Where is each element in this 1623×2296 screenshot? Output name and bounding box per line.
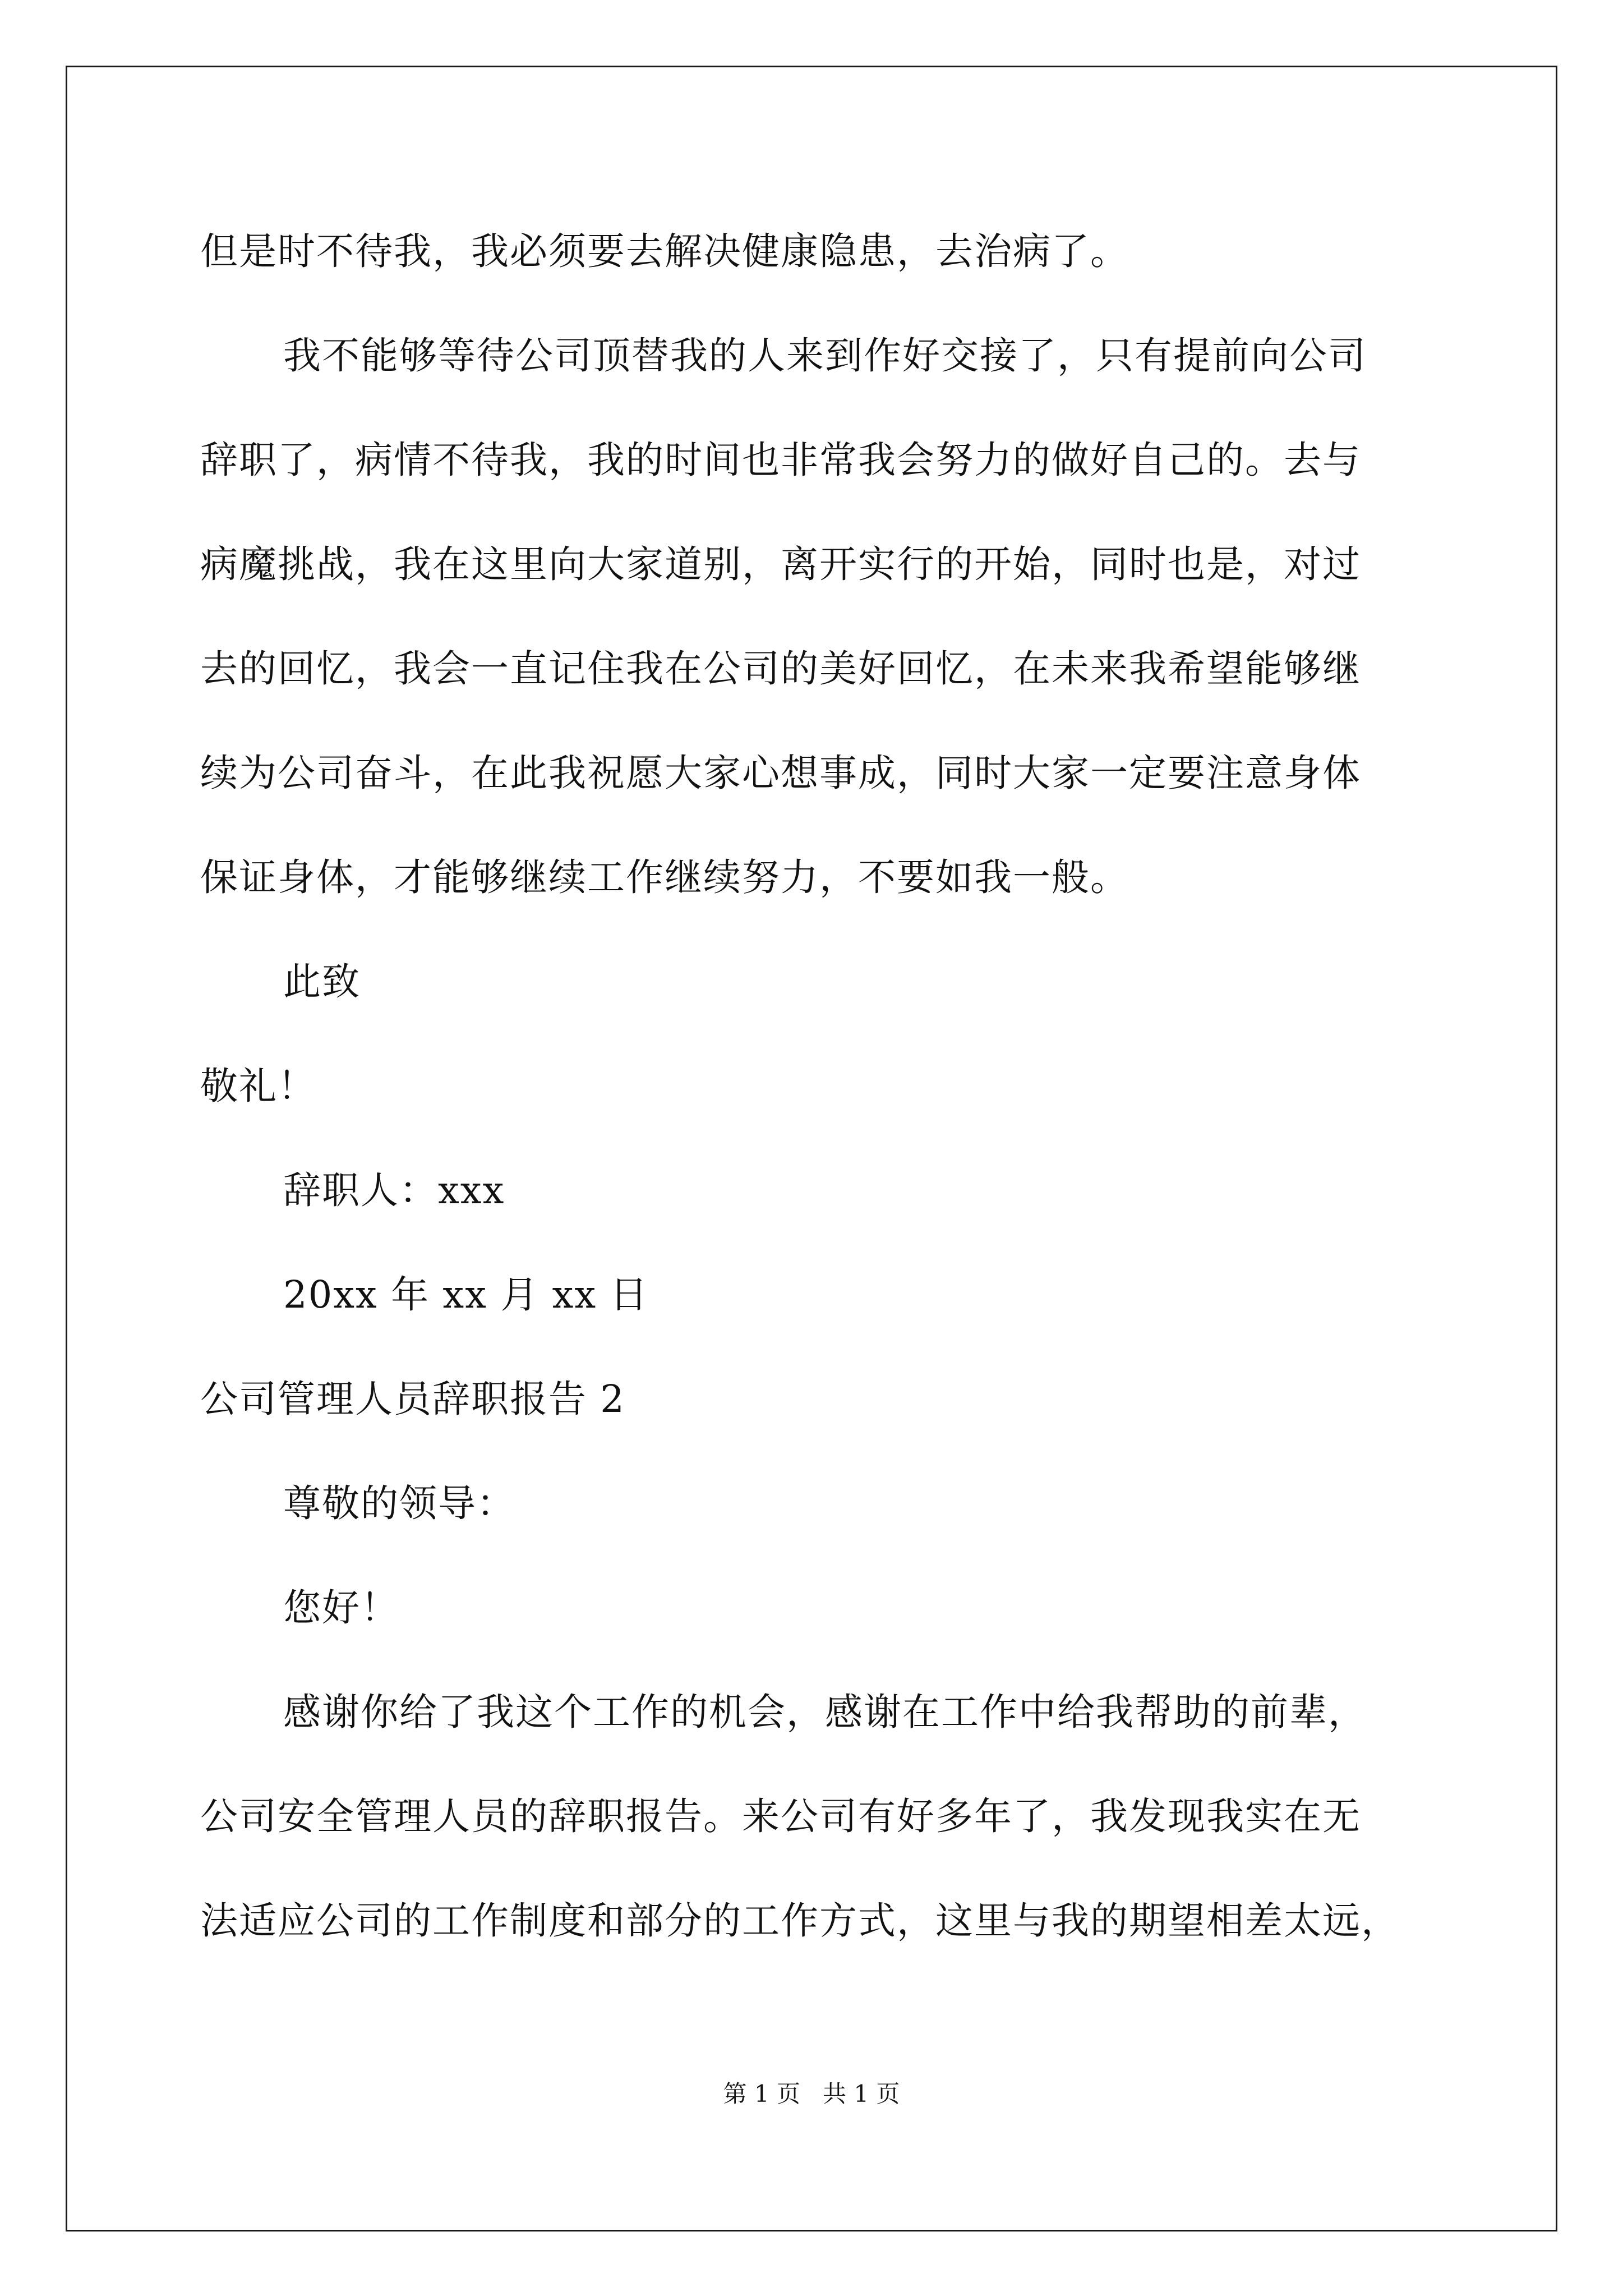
closing-salute: 敬礼！ (200, 1064, 316, 1108)
page-footer (0, 2077, 1623, 2111)
page-number-total: 共 1 页 (823, 2080, 900, 2108)
text-line-5: 去的回忆，我会一直记住我在公司的美好回忆，在未来我希望能够继 (200, 647, 1361, 691)
section-title: 公司管理人员辞职报告 2 (200, 1377, 625, 1421)
text-line-17: 法适应公司的工作制度和部分的工作方式，这里与我的期望相差太远， (200, 1899, 1400, 1943)
salutation: 尊敬的领导： (283, 1481, 515, 1525)
closing-greeting: 此致 (283, 960, 361, 1004)
document-body (200, 199, 1440, 1973)
greeting: 您好！ (283, 1586, 399, 1630)
text-line-1: 但是时不待我，我必须要去解决健康隐患，去治病了。 (200, 229, 1129, 273)
text-line-4: 病魔挑战，我在这里向大家道别，离开实行的开始，同时也是，对过 (200, 542, 1361, 586)
text-line-7: 保证身体，才能够继续工作继续努力，不要如我一般。 (200, 855, 1129, 899)
text-line-15: 感谢你给了我这个工作的机会，感谢在工作中给我帮助的前辈， (283, 1690, 1367, 1734)
text-line-3: 辞职了，病情不待我，我的时间也非常我会努力的做好自己的。去与 (200, 438, 1361, 482)
signature-date: 20xx 年 xx 月 xx 日 (283, 1273, 649, 1317)
text-line-2: 我不能够等待公司顶替我的人来到作好交接了，只有提前向公司 (283, 334, 1367, 378)
signature-name: 辞职人：xxx (283, 1168, 505, 1212)
text-line-16: 公司安全管理人员的辞职报告。来公司有好多年了，我发现我实在无 (200, 1795, 1361, 1838)
text-line-6: 续为公司奋斗，在此我祝愿大家心想事成，同时大家一定要注意身体 (200, 751, 1361, 795)
page-number-current: 第 1 页 (723, 2080, 800, 2108)
